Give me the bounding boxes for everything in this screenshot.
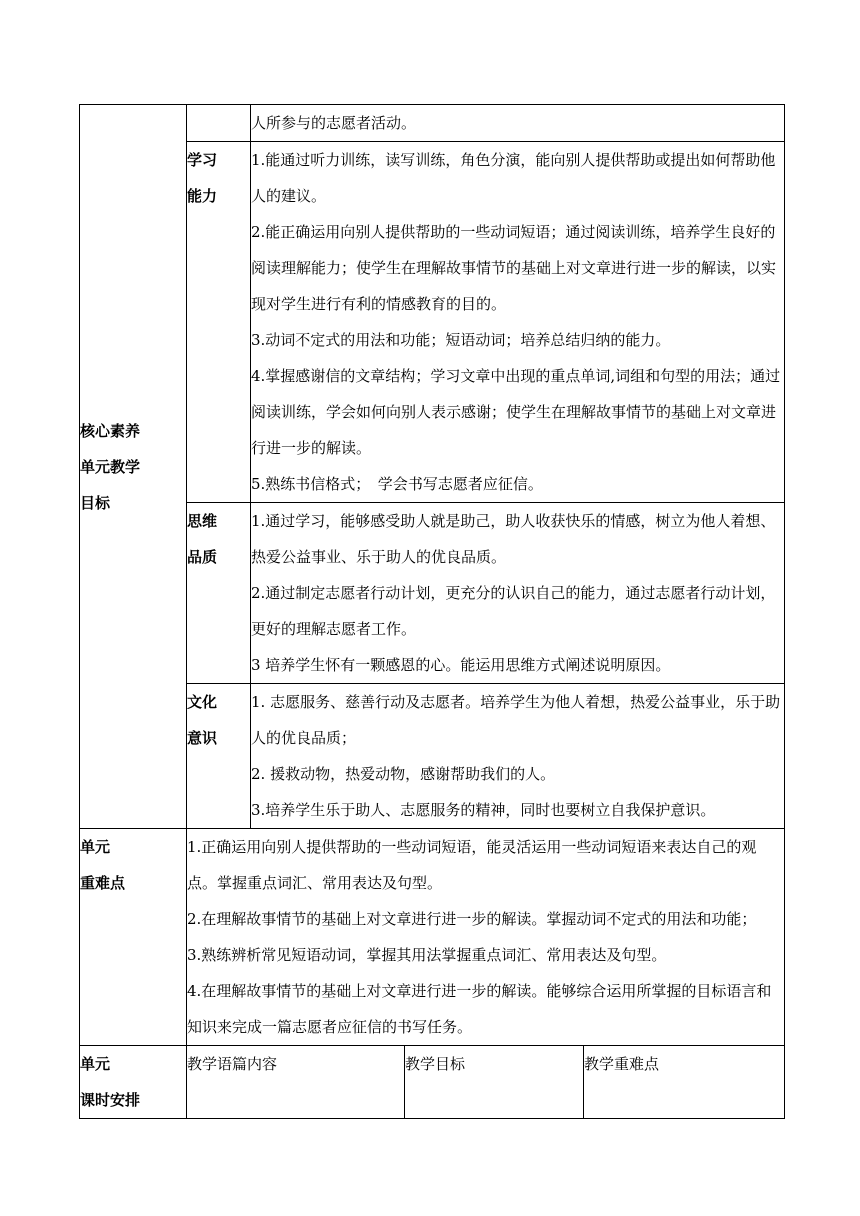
cultural-awareness-content: 1. 志愿服务、慈善行动及志愿者。培养学生为他人着想，热爱公益事业，乐于助人的优良品质； 2. 援救动物，热爱动物，感谢帮助我们的人。 3.培养学生乐于助人、志愿服务的精神，同时也要树立自我保护意识。: [251, 684, 785, 829]
core-objectives-label: 核心素养 单元教学 目标: [80, 105, 187, 829]
lesson-plan-table: [79, 104, 785, 1119]
learning-ability-label: 学习 能力: [187, 142, 251, 503]
schedule-header-texts: 教学语篇内容: [187, 1046, 405, 1119]
schedule-header-objectives: 教学目标: [405, 1046, 584, 1119]
continuation-text: 人所参与的志愿者活动。: [251, 105, 785, 142]
thinking-quality-label: 思维 品质: [187, 503, 251, 684]
schedule-header-difficulties: 教学重难点: [584, 1046, 785, 1119]
table-row: [80, 1046, 785, 1119]
thinking-quality-content: 1.通过学习，能够感受助人就是助己，助人收获快乐的情感，树立为他人着想、热爱公益事业、乐于助人的优良品质。 2.通过制定志愿者行动计划，更充分的认识自己的能力，通过志愿者行动计划，更好的理解志愿者工作。 3 培养学生怀有一颗感恩的心。能运用思维方式阐述说明原因。: [251, 503, 785, 684]
empty-category-cell: [187, 105, 251, 142]
key-difficulties-label: 单元 重难点: [80, 829, 187, 1046]
lesson-schedule-label: 单元 课时安排: [80, 1046, 187, 1119]
learning-ability-content: 1.能通过听力训练，读写训练，角色分演，能向别人提供帮助或提出如何帮助他人的建议。 2.能正确运用向别人提供帮助的一些动词短语；通过阅读训练，培养学生良好的阅读理解能力；使学生在理解故事情节的基础上对文章进行进一步的解读，以实现对学生进行有利的情感教育的目的。 3.动词不定式的用法和功能；短语动词；培养总结归纳的能力。 4.掌握感谢信的文章结构；学习文章中出现的重点单词,词组和句型的用法；通过阅读训练，学会如何向别人表示感谢；使学生在理解故事情节的基础上对文章进行进一步的解读。 5.熟练书信格式； 学会书写志愿者应征信。: [251, 142, 785, 503]
cultural-awareness-label: 文化 意识: [187, 684, 251, 829]
key-difficulties-content: 1.正确运用向别人提供帮助的一些动词短语，能灵活运用一些动词短语来表达自己的观点。掌握重点词汇、常用表达及句型。 2.在理解故事情节的基础上对文章进行进一步的解读。掌握动词不定式的用法和功能； 3.熟练辨析常见短语动词，掌握其用法掌握重点词汇、常用表达及句型。 4.在理解故事情节的基础上对文章进行进一步的解读。能够综合运用所掌握的目标语言和知识来完成一篇志愿者应征信的书写任务。: [187, 829, 785, 1046]
table-row: [80, 105, 785, 142]
table-row: [80, 829, 785, 1046]
